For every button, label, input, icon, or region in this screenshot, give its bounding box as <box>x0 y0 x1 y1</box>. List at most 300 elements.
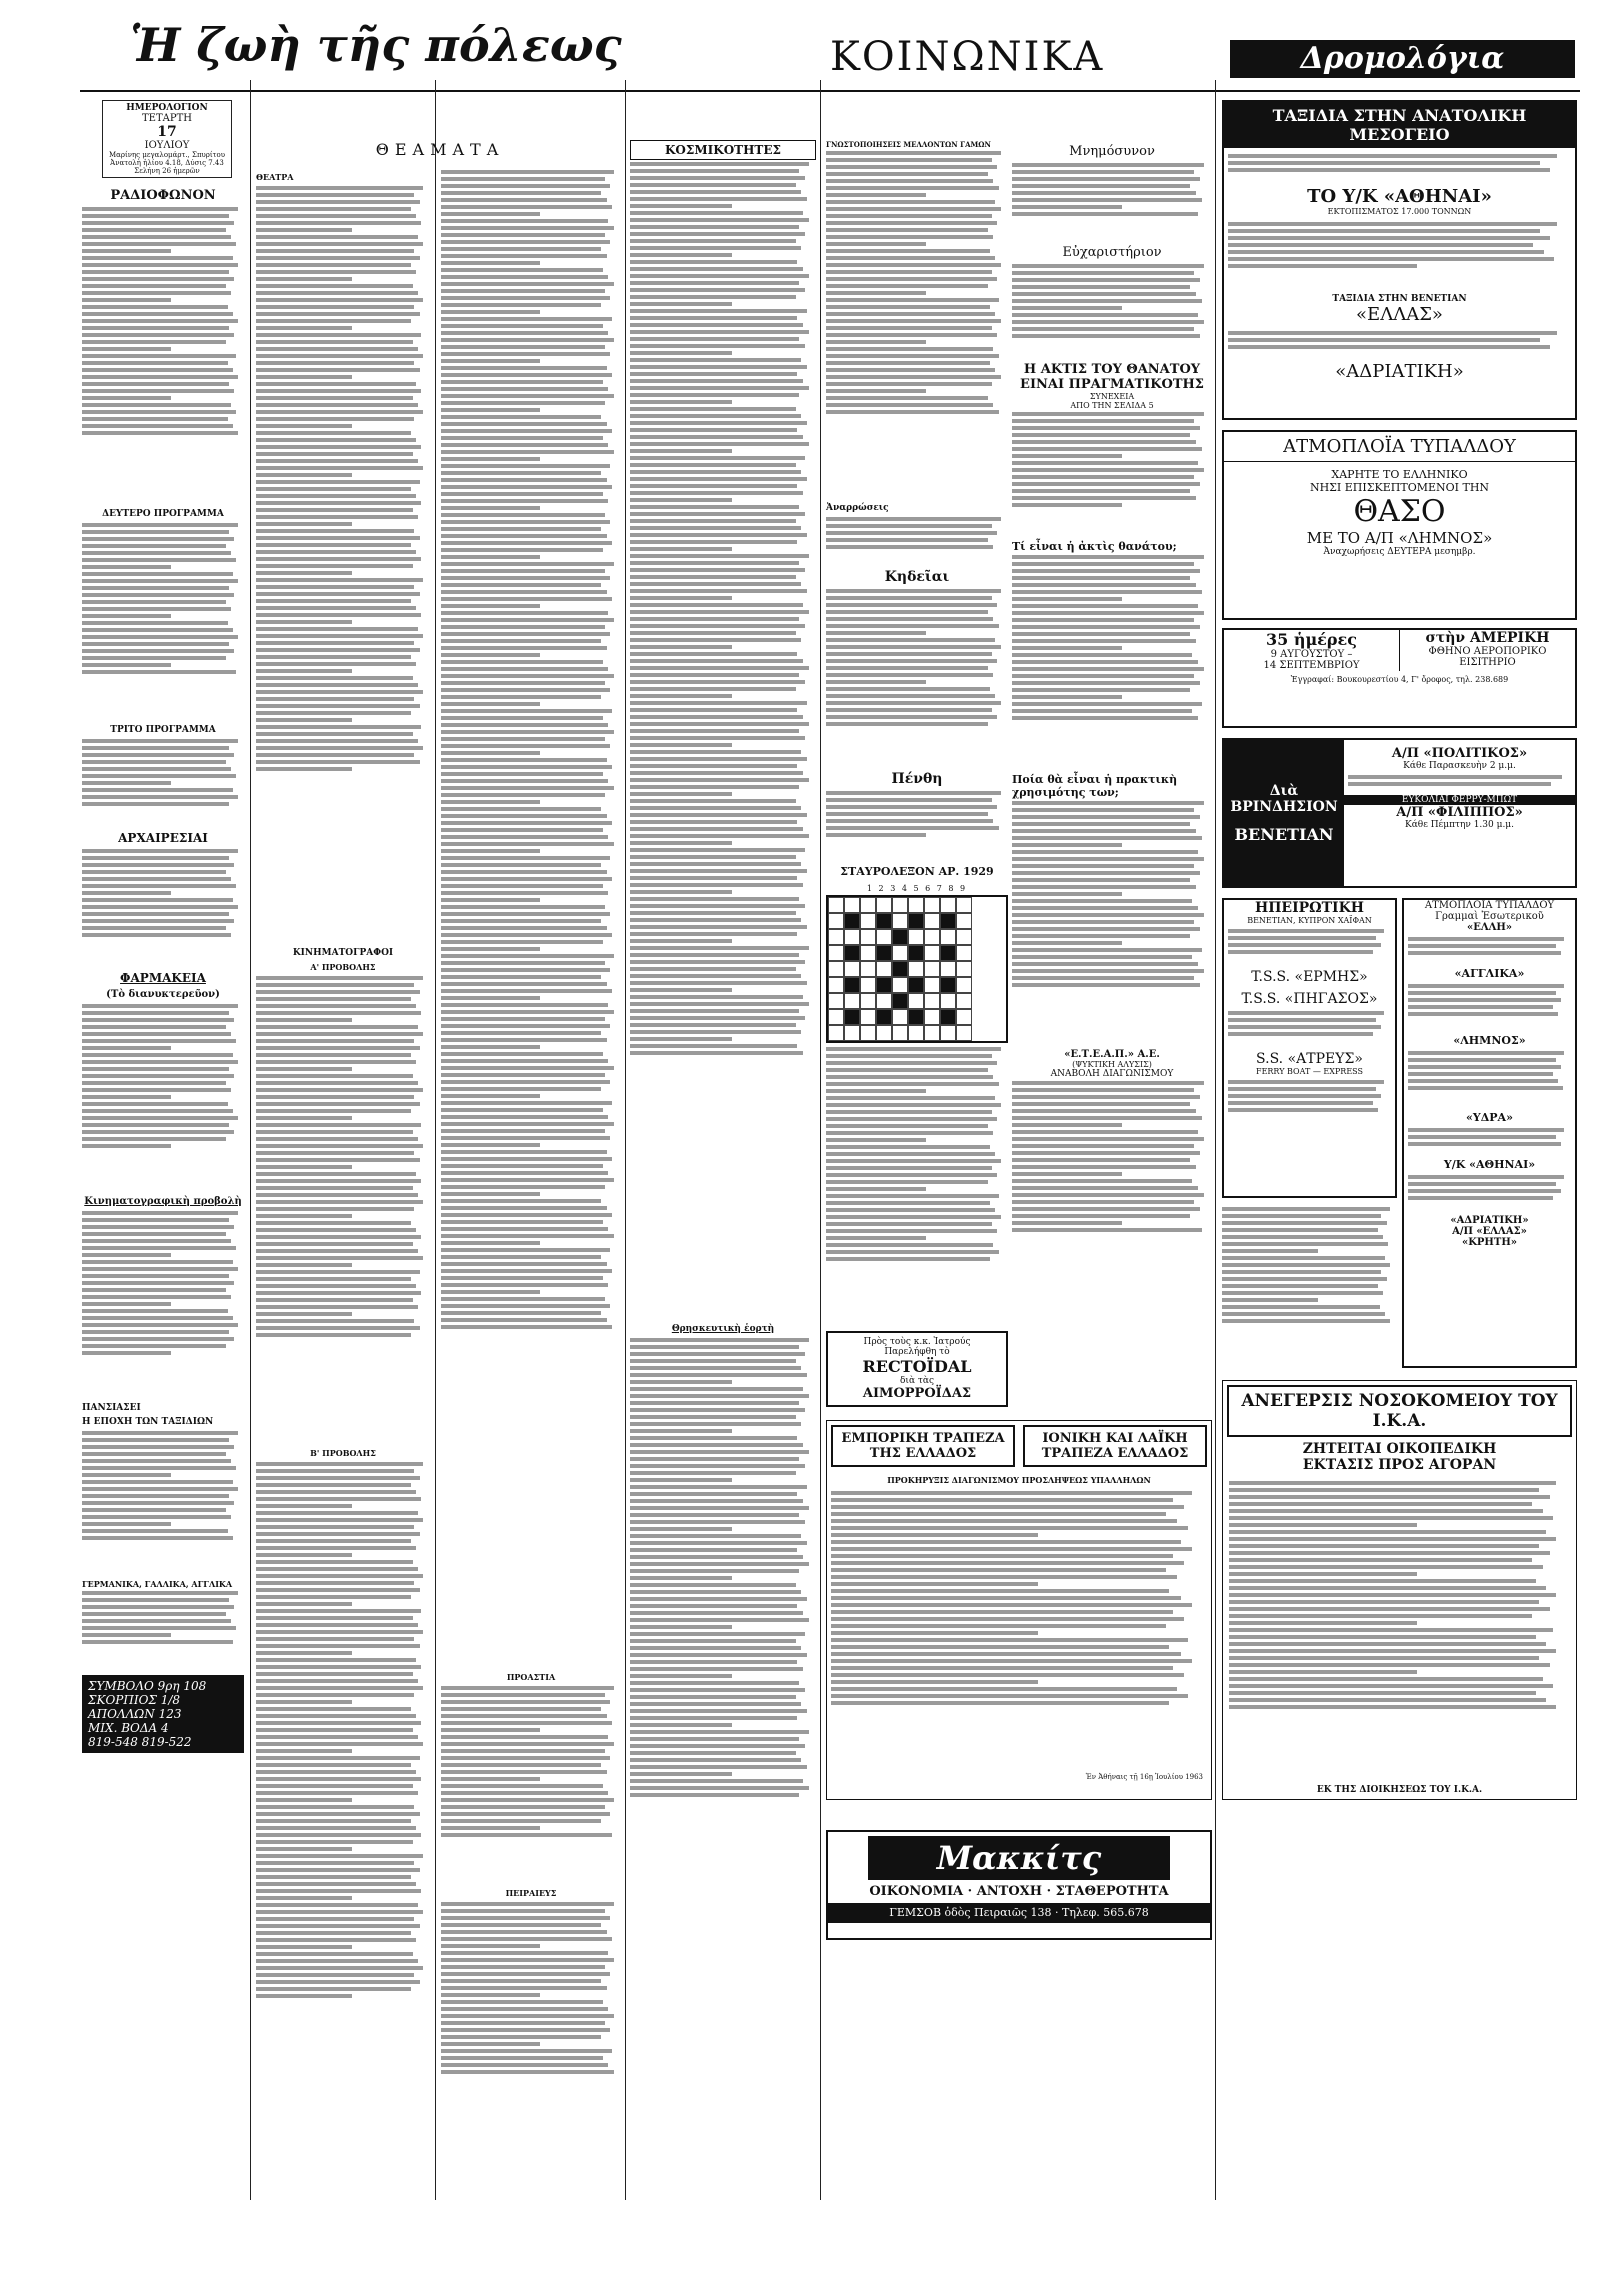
text-line <box>256 1658 416 1662</box>
text-line <box>441 765 612 769</box>
text-line <box>1012 184 1190 188</box>
text-line <box>441 457 540 461</box>
adriatiki-ship: «ΑΔΡΙΑΤΙΚΗ» <box>1335 361 1464 382</box>
text-line <box>82 1039 236 1043</box>
text-line <box>1228 1094 1381 1098</box>
text-line <box>256 690 423 694</box>
crossword-cell <box>956 977 972 993</box>
text-line <box>831 1701 1169 1705</box>
text-line <box>441 1248 610 1252</box>
typaldou-domestic-ad <box>1402 898 1577 1368</box>
bank-1-name: ΕΜΠΟΡΙΚΗ ΤΡΑΠΕΖΑ ΤΗΣ ΕΛΛΑΔΟΣ <box>831 1425 1015 1467</box>
text-line <box>1222 1298 1318 1302</box>
text-line <box>1012 955 1192 959</box>
text-line <box>630 904 805 908</box>
text-line <box>826 645 1001 649</box>
text-line <box>630 953 799 957</box>
text-line <box>826 1159 1001 1163</box>
crossword-cell <box>892 945 908 961</box>
crossword-cell <box>828 929 844 945</box>
text-line <box>826 361 990 365</box>
text-line <box>256 1987 411 1991</box>
crossword-cell <box>940 961 956 977</box>
text-line <box>826 235 993 239</box>
text-line <box>82 530 229 534</box>
text-line <box>1012 1200 1194 1204</box>
text-line <box>630 260 797 264</box>
text-line <box>630 1506 809 1510</box>
crossword-cell <box>940 993 956 1009</box>
text-line <box>256 417 414 421</box>
text-line <box>256 1546 416 1550</box>
text-line <box>1012 278 1200 282</box>
text-line <box>630 1786 809 1790</box>
text-line <box>1228 168 1550 172</box>
text-line <box>1012 674 1194 678</box>
text-line <box>630 673 799 677</box>
text-line <box>256 1798 352 1802</box>
text-line <box>82 912 229 916</box>
text-line <box>1012 583 1196 587</box>
makkis-slogan: ΟΙΚΟΝΟΜΙΑ · ΑΝΤΟΧΗ · ΣΤΑΘΕΡΟΤΗΤΑ <box>869 1884 1169 1899</box>
text-line <box>1012 212 1198 216</box>
text-line <box>826 1096 995 1100</box>
text-line <box>630 176 805 180</box>
america-fare: ΦΘΗΝΟ ΑΕΡΟΠΟΡΙΚΟ ΕΙΣΙΤΗΡΙΟ <box>1428 646 1547 668</box>
text-line <box>256 1462 423 1466</box>
text-line <box>630 1744 805 1748</box>
text-line <box>630 876 797 880</box>
text-line <box>441 1192 540 1196</box>
text-line <box>441 254 607 258</box>
crossword-cell <box>860 945 876 961</box>
text-line <box>831 1603 1192 1607</box>
crossword-cell <box>956 897 972 913</box>
text-line <box>630 1492 797 1496</box>
text-line <box>826 375 1001 379</box>
text-line <box>256 333 421 337</box>
text-line <box>441 821 612 825</box>
text-line <box>1408 1072 1553 1076</box>
text-line <box>826 545 993 549</box>
typaldou-thaso: ΘΑΣΟ <box>1353 494 1446 529</box>
elli-ship: «ΕΛΛΗ» <box>1466 922 1513 933</box>
text-line <box>441 1080 610 1084</box>
ellas2-ship: Α/Π «ΕΛΛΑΣ» <box>1452 1226 1527 1237</box>
text-line <box>1012 716 1198 720</box>
text-line <box>630 687 796 691</box>
text-line <box>441 275 608 279</box>
text-line <box>82 389 234 393</box>
text-line <box>256 1228 416 1232</box>
column-6 <box>1012 140 1212 1279</box>
text-line <box>1012 653 1192 657</box>
text-line <box>630 351 732 355</box>
crossword-cell <box>908 977 924 993</box>
text-line <box>826 652 992 656</box>
makkis-ad <box>826 1830 1212 1940</box>
text-line <box>1222 1214 1381 1218</box>
text-line <box>831 1631 1038 1635</box>
text-line <box>630 302 732 306</box>
text-line <box>630 918 801 922</box>
text-line <box>441 1185 605 1189</box>
text-line <box>1229 1544 1539 1548</box>
body-text <box>826 149 1008 499</box>
text-line <box>441 387 608 391</box>
text-line <box>441 828 603 832</box>
ydra-ship: «ΥΔΡΑ» <box>1466 1111 1513 1124</box>
body-text <box>1222 1205 1397 1365</box>
text-line <box>1222 1263 1390 1267</box>
text-line <box>831 1554 1173 1558</box>
text-line <box>1012 969 1204 973</box>
text-line <box>1222 1305 1380 1309</box>
crossword-cell <box>828 993 844 1009</box>
text-line <box>630 428 797 432</box>
text-line <box>256 1504 352 1508</box>
text-line <box>82 586 229 590</box>
crossword-cell <box>860 1025 876 1041</box>
text-line <box>1012 461 1198 465</box>
ika-title: ΑΝΕΓΕΡΣΙΣ ΝΟΣΟΚΟΜΕΙΟΥ ΤΟΥ Ι.Κ.Α. <box>1227 1385 1572 1437</box>
text-line <box>256 522 352 526</box>
text-line <box>441 177 605 181</box>
text-line <box>1012 198 1202 202</box>
text-line <box>630 1380 732 1384</box>
crossword-cell <box>828 1025 844 1041</box>
crossword-cell <box>940 897 956 913</box>
text-line <box>1012 1165 1196 1169</box>
text-line <box>1408 998 1561 1002</box>
text-line <box>441 1241 540 1245</box>
text-line <box>441 793 605 797</box>
text-line <box>441 1031 601 1035</box>
makkis-address: ΓΕΜΣΟΒ ὁδὸς Πειραιῶς 138 · Τηλεφ. 565.678 <box>828 1903 1210 1923</box>
text-line <box>826 312 995 316</box>
text-line <box>82 649 234 653</box>
text-line <box>256 1102 420 1106</box>
body-text <box>82 205 244 505</box>
text-line <box>831 1540 1181 1544</box>
crossword-cell <box>924 897 940 913</box>
text-line <box>256 725 421 729</box>
text-line <box>441 653 540 657</box>
text-line <box>82 1302 171 1306</box>
text-line <box>441 576 610 580</box>
text-line <box>630 1737 799 1741</box>
text-line <box>82 933 231 937</box>
text-line <box>826 333 997 337</box>
crossword-cell <box>860 961 876 977</box>
text-line <box>1012 667 1204 671</box>
text-line <box>256 1284 416 1288</box>
body-text <box>1228 329 1571 357</box>
text-line <box>256 592 420 596</box>
text-line <box>1222 1249 1318 1253</box>
text-line <box>441 758 607 762</box>
politikos-sub: Κάθε Παρασκευὴν 2 μ.μ. <box>1403 761 1516 771</box>
text-line <box>630 1002 809 1006</box>
text-line <box>256 1018 352 1022</box>
text-line <box>826 1145 990 1149</box>
text-line <box>82 1123 229 1127</box>
calendar-month: ΙΟΥΛΙΟΥ <box>144 140 190 151</box>
text-line <box>630 729 799 733</box>
text-line <box>1012 695 1122 699</box>
text-line <box>256 1256 423 1260</box>
text-line <box>441 1749 605 1753</box>
text-line <box>82 1225 234 1229</box>
text-line <box>630 561 799 565</box>
text-line <box>630 967 796 971</box>
text-line <box>1408 1005 1553 1009</box>
text-line <box>630 652 797 656</box>
text-line <box>256 1067 352 1071</box>
text-line <box>630 309 807 313</box>
text-line <box>1012 482 1200 486</box>
text-line <box>441 1129 605 1133</box>
section-peiraieus: ΠΕΙΡΑΙΕΥΣ <box>505 1888 557 1898</box>
text-line <box>630 1527 732 1531</box>
text-line <box>82 1633 171 1637</box>
text-line <box>831 1533 1038 1537</box>
body-text <box>256 974 430 1444</box>
text-line <box>630 1513 799 1517</box>
text-line <box>82 284 226 288</box>
text-line <box>826 666 988 670</box>
text-line <box>256 1518 423 1522</box>
text-line <box>826 1068 988 1072</box>
text-line <box>630 1555 803 1559</box>
crossword-cell <box>924 929 940 945</box>
crossword-cell <box>828 945 844 961</box>
text-line <box>630 1373 807 1377</box>
text-line <box>826 1236 926 1240</box>
text-line <box>826 396 988 400</box>
crossword-cell <box>876 1009 892 1025</box>
text-line <box>82 1605 234 1609</box>
text-line <box>630 1618 809 1622</box>
crossword-cell <box>956 945 972 961</box>
crossword-cell <box>940 929 956 945</box>
crossword-cell <box>908 961 924 977</box>
text-line <box>441 1290 540 1294</box>
text-line <box>441 1255 601 1259</box>
text-line <box>82 333 234 337</box>
text-line <box>630 1520 805 1524</box>
crossword-cell <box>844 977 860 993</box>
text-line <box>1012 447 1202 451</box>
text-line <box>256 1665 421 1669</box>
text-line <box>1012 191 1196 195</box>
text-line <box>256 1756 420 1760</box>
text-line <box>441 702 540 706</box>
text-line <box>826 1173 997 1177</box>
text-line <box>1229 1698 1546 1702</box>
text-line <box>1228 161 1540 165</box>
ipeirotiki-title: ΗΠΕΙΡΩΤΙΚΗ <box>1254 900 1365 916</box>
text-line <box>630 330 809 334</box>
section-panselinos: ΠΑΝΣΙΑΣΕΙ <box>82 1403 141 1413</box>
text-line <box>82 1130 234 1134</box>
text-line <box>826 242 926 246</box>
text-line <box>82 1323 238 1327</box>
text-line <box>1012 927 1200 931</box>
text-line <box>256 669 352 673</box>
ipeirotiki-sub: ΒΕΝΕΤΙΑΝ, ΚΥΠΡΟΝ ΧΑΪΦΑΝ <box>1247 916 1372 925</box>
text-line <box>256 1490 416 1494</box>
text-line <box>630 1422 801 1426</box>
crossword-cell <box>892 993 908 1009</box>
text-line <box>82 1144 171 1148</box>
column-rule <box>625 80 626 2200</box>
text-line <box>826 1075 993 1079</box>
text-line <box>1222 1291 1383 1295</box>
masthead-rule <box>80 90 1580 92</box>
text-line <box>256 1326 420 1330</box>
text-line <box>630 827 803 831</box>
text-line <box>831 1575 1177 1579</box>
text-line <box>831 1673 1184 1677</box>
text-line <box>82 214 229 218</box>
body-text <box>82 1429 244 1579</box>
crossword-cell <box>956 913 972 929</box>
body-text <box>82 737 244 827</box>
text-line <box>441 170 614 174</box>
grammai-label: Γραμμαὶ Ἐσωτερικοῦ <box>1435 911 1544 922</box>
text-line <box>826 165 997 169</box>
text-line <box>441 891 608 895</box>
text-line <box>441 1059 608 1063</box>
crossword-cell <box>844 961 860 977</box>
text-line <box>82 340 226 344</box>
text-line <box>630 1534 801 1538</box>
text-line <box>630 1499 803 1503</box>
text-line <box>630 1478 732 1482</box>
anatoliki-ad <box>1222 100 1577 420</box>
text-line <box>630 449 732 453</box>
text-line <box>630 1394 809 1398</box>
text-line <box>826 1208 995 1212</box>
text-line <box>826 1131 993 1135</box>
body-text <box>82 847 244 967</box>
text-line <box>256 452 413 456</box>
text-line <box>1012 419 1194 423</box>
text-line <box>630 1660 797 1664</box>
text-line <box>441 443 608 447</box>
text-line <box>630 589 807 593</box>
crossword-cell <box>924 1009 940 1025</box>
text-line <box>256 1011 421 1015</box>
text-line <box>831 1505 1184 1509</box>
text-line <box>441 527 601 531</box>
text-line <box>441 933 612 937</box>
text-line <box>256 1910 423 1914</box>
text-line <box>256 1221 411 1225</box>
text-line <box>82 1274 229 1278</box>
text-line <box>831 1512 1166 1516</box>
crossword-cell <box>828 1009 844 1025</box>
text-line <box>256 1938 416 1942</box>
text-line <box>441 198 607 202</box>
text-line <box>826 319 1001 323</box>
text-line <box>256 1693 414 1697</box>
text-line <box>441 1777 540 1781</box>
text-line <box>1348 775 1562 779</box>
body-text <box>1012 553 1212 773</box>
text-line <box>82 305 228 309</box>
text-line <box>441 1993 540 1997</box>
typaldou-limnos: ΜΕ ΤΟ Α/Π «ΛΗΜΝΟΣ» <box>1306 529 1493 547</box>
text-line <box>441 261 540 265</box>
text-line <box>82 403 231 407</box>
text-line <box>82 354 236 358</box>
text-line <box>441 324 603 328</box>
crossword-cell <box>924 977 940 993</box>
text-line <box>1012 934 1190 938</box>
text-line <box>256 655 411 659</box>
text-line <box>256 1868 420 1872</box>
text-line <box>256 1770 416 1774</box>
text-line <box>256 221 421 225</box>
text-line <box>256 997 411 1001</box>
text-line <box>630 1590 801 1594</box>
text-line <box>831 1582 1038 1586</box>
text-line <box>1012 1207 1200 1211</box>
text-line <box>1012 822 1190 826</box>
text-line <box>256 1882 416 1886</box>
text-line <box>630 806 801 810</box>
text-line <box>82 656 226 660</box>
text-line <box>441 1742 614 1746</box>
crossword-cell <box>828 961 844 977</box>
text-line <box>630 1415 796 1419</box>
text-line <box>630 540 797 544</box>
text-line <box>256 1137 418 1141</box>
text-line <box>256 1588 420 1592</box>
text-line <box>1012 815 1200 819</box>
text-line <box>256 1172 416 1176</box>
text-line <box>826 687 990 691</box>
text-line <box>441 1923 601 1927</box>
crossword-cell <box>828 913 844 929</box>
text-line <box>1408 951 1561 955</box>
text-line <box>1012 688 1190 692</box>
text-line <box>441 940 603 944</box>
text-line <box>826 256 995 260</box>
text-line <box>82 1137 226 1141</box>
kriti-ship: «ΚΡΗΤΗ» <box>1461 1237 1518 1248</box>
text-line <box>1229 1649 1556 1653</box>
text-line <box>1229 1558 1532 1562</box>
text-line <box>1012 205 1122 209</box>
text-line <box>630 162 809 166</box>
text-line <box>82 424 233 428</box>
text-line <box>1012 878 1190 882</box>
crossword-cell <box>860 1009 876 1025</box>
text-line <box>1229 1516 1553 1520</box>
text-line <box>1012 702 1202 706</box>
text-line <box>630 414 801 418</box>
text-line <box>256 1039 414 1043</box>
text-line <box>441 548 603 552</box>
text-line <box>256 298 423 302</box>
text-line <box>630 1044 797 1048</box>
text-line <box>630 1611 803 1615</box>
filippos-sub: Κάθε Πέμπτην 1.30 μ.μ. <box>1404 820 1515 830</box>
text-line <box>441 1784 603 1788</box>
